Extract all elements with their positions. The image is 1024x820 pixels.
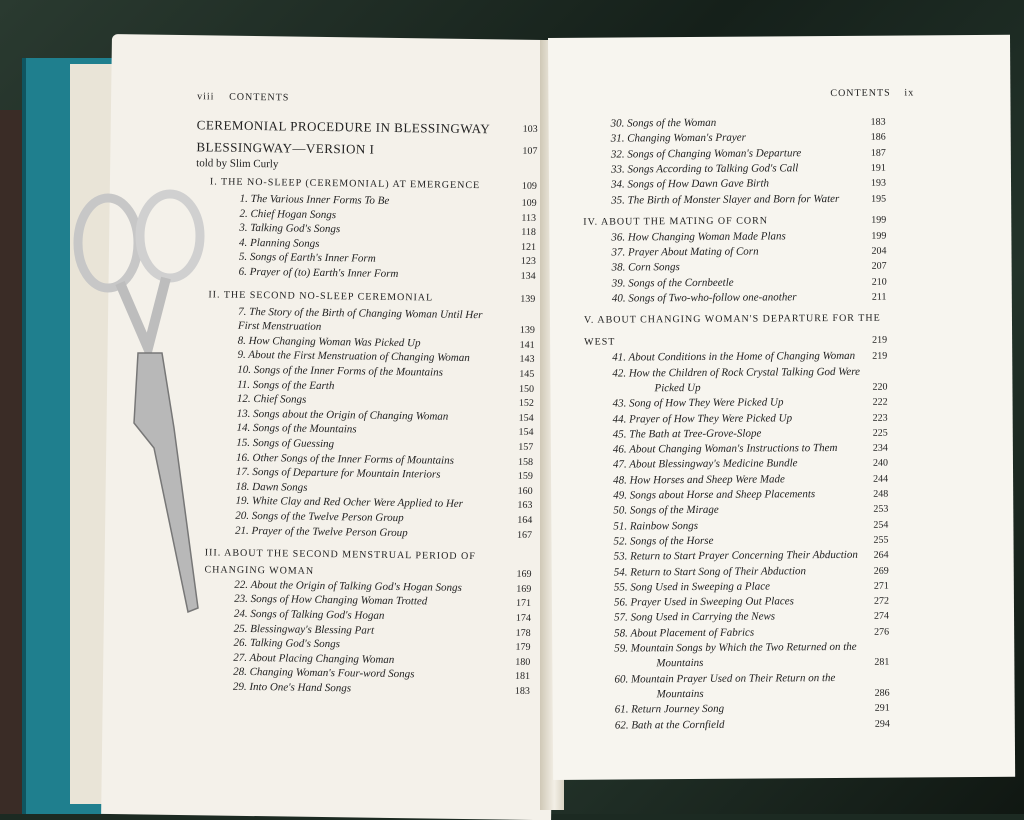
toc-page-number: 219 <box>872 334 888 347</box>
toc-page-number: 179 <box>515 641 531 654</box>
toc-entry: Mountains <box>656 687 704 701</box>
toc-page-number: 183 <box>514 685 530 697</box>
toc-page-number: 139 <box>519 324 535 337</box>
toc-entry: 4. Planning Songs <box>239 236 320 250</box>
toc-page-number: 167 <box>516 529 533 541</box>
toc-page-number: 248 <box>873 488 889 500</box>
toc-page-number: 141 <box>519 339 535 351</box>
toc-entry: 35. The Birth of Monster Slayer and Born for Water <box>611 192 840 207</box>
toc-section: WEST <box>584 336 616 349</box>
toc-entry: 36. How Changing Woman Made Plans <box>611 230 786 244</box>
toc-page-number: 274 <box>874 611 890 623</box>
toc-entry: 10. Songs of the Inner Forms of the Mountains <box>237 363 444 379</box>
toc-entry: 29. Into One's Hand Songs <box>232 680 352 695</box>
toc-entry: 52. Songs of the Horse <box>613 534 714 548</box>
toc-page-number: 139 <box>520 293 536 305</box>
right-folio: ix <box>904 87 915 99</box>
toc-page-number: 276 <box>874 626 890 638</box>
toc-entry: 48. How Horses and Sheep Were Made <box>613 473 785 487</box>
toc-entry: 41. About Conditions in the Home of Changing Woman <box>612 350 856 364</box>
toc-entry: 16. Other Songs of the Inner Forms of Mountains <box>236 451 455 467</box>
toc-page-number: 169 <box>516 568 532 581</box>
toc-entry: 49. Songs about Horse and Sheep Placements <box>613 488 816 502</box>
right-page <box>548 35 1015 780</box>
toc-entry: 33. Songs According to Talking God's Call <box>610 162 799 176</box>
toc-page-number: 204 <box>871 245 887 257</box>
toc-page-number: 181 <box>514 671 531 683</box>
toc-entry: 2. Chief Hogan Songs <box>239 207 337 221</box>
toc-entry: 6. Prayer of (to) Earth's Inner Form <box>238 265 399 281</box>
toc-page-number: 145 <box>519 368 535 380</box>
toc-page-number: 152 <box>518 397 534 410</box>
toc-entry: 50. Songs of the Mirage <box>613 504 719 517</box>
toc-page-number: 157 <box>518 441 534 453</box>
ceremonial-heading: CEREMONIAL PROCEDURE IN BLESSINGWAY <box>196 117 491 137</box>
toc-page-number: 199 <box>871 230 887 242</box>
toc-page-number: 187 <box>870 147 886 159</box>
toc-entry: First Menstruation <box>237 319 322 334</box>
toc-entry: 27. About Placing Changing Woman <box>233 651 395 666</box>
toc-page-number: 154 <box>518 412 534 424</box>
toc-entry: 40. Songs of Two-who-follow one-another <box>611 291 797 305</box>
toc-entry: 1. The Various Inner Forms To Be <box>239 192 390 207</box>
toc-page-number: 193 <box>870 177 887 189</box>
toc-page-number: 134 <box>520 270 536 282</box>
toc-entry: 19. White Clay and Red Ocher Were Applied to Her <box>235 495 464 511</box>
toc-entry: 23. Songs of How Changing Woman Trotted <box>234 593 428 608</box>
toc-entry: 11. Songs of the Earth <box>237 378 335 392</box>
toc-page-number: 211 <box>871 291 887 303</box>
toc-page-number: 150 <box>519 383 535 395</box>
left-running-head: CONTENTS <box>229 91 290 104</box>
toc-entry: 60. Mountain Prayer Used on Their Return on the <box>614 671 836 686</box>
toc-page-number: 183 <box>870 116 886 128</box>
scissors <box>70 188 220 618</box>
toc-entry: 28. Changing Woman's Four-word Songs <box>233 666 415 681</box>
toc-entry: 37. Prayer About Mating of Corn <box>611 245 759 259</box>
ceremonial-heading-page: 103 <box>522 123 538 135</box>
toc-entry: 57. Song Used in Carrying the News <box>614 610 776 624</box>
toc-page-number: 178 <box>515 627 531 639</box>
toc-page-number: 123 <box>520 256 536 268</box>
toc-page-number: 240 <box>872 458 889 470</box>
toc-section: I. THE NO-SLEEP (CEREMONIAL) AT EMERGENCE <box>209 176 481 192</box>
toc-entry: 47. About Blessingway's Medicine Bundle <box>612 457 798 471</box>
toc-entry: 20. Songs of the Twelve Person Group <box>235 509 404 525</box>
toc-entry: 21. Prayer of the Twelve Person Group <box>234 524 408 539</box>
toc-page-number: 174 <box>515 612 531 624</box>
toc-page-number: 254 <box>873 519 889 531</box>
toc-entry: 17. Songs of Departure for Mountain Interiors <box>235 465 441 481</box>
toc-page-number: 244 <box>873 473 889 485</box>
toc-section: II. THE SECOND NO-SLEEP CEREMONIAL <box>208 288 434 304</box>
toc-page-number: 113 <box>521 212 537 224</box>
toc-entry: 12. Chief Songs <box>236 392 307 406</box>
toc-page-number: 281 <box>874 656 890 669</box>
toc-entry: 32. Songs of Changing Woman's Departure <box>610 146 802 161</box>
toc-entry: Picked Up <box>654 381 701 395</box>
toc-entry: 61. Return Journey Song <box>614 702 725 716</box>
toc-entry: 7. The Story of the Birth of Changing Woman Until Her <box>238 305 483 321</box>
toc-page-number: 253 <box>873 503 889 516</box>
toc-page-number: 160 <box>517 485 533 497</box>
toc-entry: 15. Songs of Guessing <box>236 436 335 451</box>
toc-entry: 34. Songs of How Dawn Gave Birth <box>610 177 770 191</box>
toc-entry: 25. Blessingway's Blessing Part <box>233 622 375 637</box>
toc-section: V. ABOUT CHANGING WOMAN'S DEPARTURE FOR THE <box>583 312 881 327</box>
toc-entry: 42. How the Children of Rock Crystal Talking God Were <box>612 365 861 380</box>
toc-entry: 9. About the First Menstruation of Changing Woman <box>237 349 470 365</box>
toc-entry: 58. About Placement of Fabrics <box>614 626 755 640</box>
version-heading-page: 107 <box>522 145 538 157</box>
toc-entry: 26. Talking God's Songs <box>233 636 341 651</box>
toc-entry: 13. Songs about the Origin of Changing Woman <box>236 407 449 423</box>
toc-page-number: 207 <box>871 261 887 273</box>
toc-page-number: 294 <box>874 718 890 730</box>
toc-entry: 53. Return to Start Prayer Concerning Their Abduction <box>613 549 858 563</box>
toc-page-number: 234 <box>872 442 888 454</box>
toc-page-number: 109 <box>521 180 537 192</box>
toc-page-number: 171 <box>516 598 532 610</box>
toc-page-number: 143 <box>519 354 535 366</box>
toc-entry: 14. Songs of the Mountains <box>236 422 357 436</box>
toc-page-number: 195 <box>871 193 887 205</box>
version-heading: BLESSINGWAY—VERSION I <box>196 139 375 157</box>
told-by: told by Slim Curly <box>196 157 279 171</box>
toc-page-number: 225 <box>872 427 888 439</box>
toc-page-number: 199 <box>871 214 887 226</box>
toc-entry: 51. Rainbow Songs <box>613 519 699 533</box>
toc-page-number: 223 <box>872 412 888 424</box>
right-running-head: CONTENTS <box>830 87 891 100</box>
toc-page-number: 180 <box>515 656 531 668</box>
toc-entry: 8. How Changing Woman Was Picked Up <box>237 334 421 350</box>
toc-page-number: 191 <box>870 162 886 174</box>
toc-page-number: 186 <box>870 131 886 144</box>
toc-page-number: 286 <box>874 687 890 699</box>
toc-entry: 46. About Changing Woman's Instructions to Them <box>612 442 838 456</box>
toc-page-number: 118 <box>521 226 536 239</box>
toc-section: III. ABOUT THE SECOND MENSTRUAL PERIOD OF <box>204 547 476 563</box>
toc-entry: 31. Changing Woman's Prayer <box>610 131 746 145</box>
toc-page-number: 163 <box>517 500 533 512</box>
toc-page-number: 154 <box>518 427 534 439</box>
toc-page-number: 158 <box>517 456 534 468</box>
toc-page-number: 269 <box>873 565 889 577</box>
toc-entry: 59. Mountain Songs by Which the Two Returned on the <box>614 640 857 655</box>
toc-page-number: 169 <box>516 583 532 595</box>
toc-section: CHANGING WOMAN <box>204 564 315 578</box>
toc-entry: 54. Return to Start Song of Their Abduction <box>613 564 807 579</box>
toc-page-number: 121 <box>520 241 537 253</box>
toc-page-number: 220 <box>872 381 888 393</box>
toc-page-number: 272 <box>873 595 889 607</box>
toc-entry: 39. Songs of the Cornbeetle <box>611 276 734 290</box>
toc-entry: 18. Dawn Songs <box>235 480 308 494</box>
toc-section: IV. ABOUT THE MATING OF CORN <box>583 215 769 228</box>
toc-page-number: 210 <box>871 276 887 288</box>
toc-page-number: 159 <box>517 470 533 483</box>
toc-page-number: 255 <box>873 534 889 546</box>
toc-page-number: 109 <box>521 197 537 209</box>
toc-entry: 44. Prayer of How They Were Picked Up <box>612 411 793 426</box>
toc-page-number: 164 <box>517 514 533 526</box>
toc-entry: 38. Corn Songs <box>611 261 680 274</box>
toc-entry: 45. The Bath at Tree-Grove-Slope <box>612 427 762 441</box>
toc-entry: Mountains <box>656 657 704 670</box>
toc-page-number: 271 <box>873 580 889 592</box>
toc-entry: 56. Prayer Used in Sweeping Out Places <box>613 595 794 609</box>
toc-entry: 24. Songs of Talking God's Hogan <box>233 607 385 622</box>
toc-page-number: 264 <box>873 549 889 561</box>
toc-entry: 43. Song of How They Were Picked Up <box>612 396 784 410</box>
toc-page-number: 222 <box>872 396 888 408</box>
left-folio: viii <box>197 91 215 103</box>
toc-entry: 62. Bath at the Cornfield <box>614 718 725 732</box>
toc-entry: 55. Song Used in Sweeping a Place <box>613 580 770 594</box>
toc-entry: 22. About the Origin of Talking God's Hogan Songs <box>234 578 462 594</box>
toc-page-number: 219 <box>872 350 888 363</box>
toc-page-number: 291 <box>874 702 890 714</box>
toc-entry: 30. Songs of the Woman <box>610 116 717 130</box>
toc-entry: 5. Songs of Earth's Inner Form <box>238 251 376 266</box>
toc-entry: 3. Talking God's Songs <box>239 221 341 236</box>
